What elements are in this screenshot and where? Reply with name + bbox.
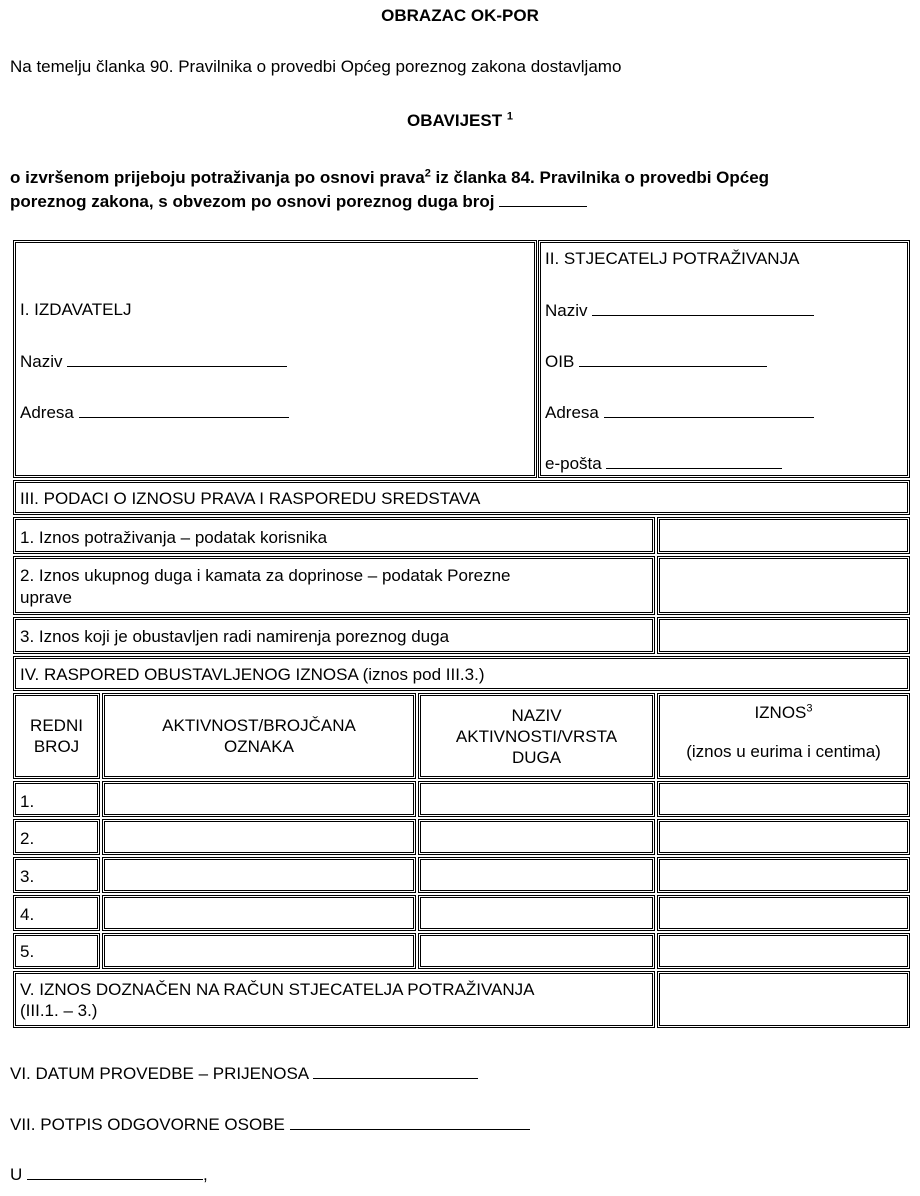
col-iznos-line1: IZNOS [754, 703, 807, 722]
acquirer-address-row [545, 401, 814, 423]
section3-row2-line1: 2. Iznos ukupnog duga i kamata za doprinose – podatak Porezne [20, 566, 511, 585]
acquirer-email-field[interactable] [606, 452, 782, 469]
intro-text: Na temelju članka 90. Pravilnika o provedbi Općeg poreznog zakona dostavljamo [10, 57, 622, 76]
place-label: U [10, 1165, 23, 1184]
section5-value-field[interactable] [657, 971, 910, 1028]
section5-label [20, 979, 535, 1021]
col-aktivnost-line1: AKTIVNOST/BROJČANA [162, 716, 356, 735]
acquirer-email-row [545, 452, 782, 474]
acquirer-heading: II. STJECATELJ POTRAŽIVANJA [545, 249, 800, 268]
place-field[interactable] [27, 1163, 203, 1180]
subtitle-line2: poreznog zakona, s obvezom po osnovi poreznog duga broj [10, 192, 495, 211]
section3-row2-line2: uprave [20, 588, 72, 607]
section6-label: VI. DATUM PROVEDBE – PRIJENOSA [10, 1064, 309, 1083]
footnote-2: 2 [424, 167, 431, 180]
row-aktivnost-field[interactable] [102, 933, 416, 969]
acquirer-address-label: Adresa [545, 403, 599, 422]
notice-title-text: OBAVIJEST [407, 111, 503, 130]
row-iznos-field[interactable] [657, 781, 910, 817]
section7-label: VII. POTPIS ODGOVORNE OSOBE [10, 1115, 285, 1134]
section3-row2-label [20, 565, 511, 609]
subtitle-part1: o izvršenom prijeboju potraživanja po osnovi prava [10, 168, 425, 187]
row-aktivnost-field[interactable] [102, 895, 416, 931]
section3-row3-label: 3. Iznos koji je obustavljen radi namirenja poreznog duga [20, 627, 450, 646]
row-number: 1. [20, 792, 35, 811]
col-aktivnost-line2: OZNAKA [224, 737, 294, 756]
section3-row3-value-field[interactable] [657, 617, 910, 654]
row-iznos-field[interactable] [657, 819, 910, 855]
footnote-1: 1 [506, 110, 513, 123]
row-naziv-field[interactable] [418, 933, 655, 969]
issuer-name-field[interactable] [67, 350, 287, 367]
issuer-address-label: Adresa [20, 403, 74, 422]
acquirer-name-label: Naziv [545, 301, 588, 320]
row-number: 3. [20, 867, 35, 886]
date-field[interactable] [313, 1062, 478, 1079]
col-iznos-header [657, 702, 910, 762]
row-number: 4. [20, 905, 35, 924]
acquirer-address-field[interactable] [604, 401, 814, 418]
debt-number-field[interactable] [499, 190, 587, 207]
section3-row1-label: 1. Iznos potraživanja – podatak korisnika [20, 528, 328, 547]
row-number: 5. [20, 942, 35, 961]
form-code: OBRAZAC OK-POR [381, 6, 539, 25]
col-naziv-line1: NAZIV [511, 706, 562, 725]
acquirer-oib-field[interactable] [579, 350, 767, 367]
section6-row [10, 1062, 478, 1084]
section3-heading: III. PODACI O IZNOSU PRAVA I RASPOREDU SREDSTAVA [20, 489, 481, 508]
row-aktivnost-field[interactable] [102, 781, 416, 817]
acquirer-oib-label: OIB [545, 352, 575, 371]
col-naziv-line2: AKTIVNOSTI/VRSTA [455, 727, 618, 746]
subtitle [10, 166, 920, 214]
subtitle-part2: iz članka 84. Pravilnika o provedbi Općeg [430, 168, 770, 187]
place-suffix: , [203, 1165, 208, 1184]
issuer-name-row [20, 350, 287, 372]
col-naziv-line3: DUGA [511, 748, 562, 767]
col-iznos-line2: (iznos u eurima i centima) [686, 742, 881, 761]
col-naziv-header [418, 705, 655, 768]
issuer-name-label: Naziv [20, 352, 63, 371]
issuer-address-field[interactable] [79, 401, 289, 418]
col-redni-header [13, 715, 100, 757]
row-naziv-field[interactable] [418, 857, 655, 893]
section5-line1: V. IZNOS DOZNAČEN NA RAČUN STJECATELJA POTRAŽIVANJA [20, 980, 535, 999]
footnote-3: 3 [806, 702, 813, 715]
col-redni-line1: REDNI [30, 716, 83, 735]
col-aktivnost-header [102, 715, 416, 757]
row-aktivnost-field[interactable] [102, 857, 416, 893]
signature-field[interactable] [290, 1113, 530, 1130]
col-redni-line2: BROJ [33, 737, 80, 756]
row-naziv-field[interactable] [418, 895, 655, 931]
row-naziv-field[interactable] [418, 781, 655, 817]
section5-line2: (III.1. – 3.) [20, 1001, 98, 1020]
acquirer-oib-row [545, 350, 767, 372]
row-aktivnost-field[interactable] [102, 819, 416, 855]
row-naziv-field[interactable] [418, 819, 655, 855]
acquirer-name-row [545, 299, 814, 321]
row-iznos-field[interactable] [657, 857, 910, 893]
issuer-heading: I. IZDAVATELJ [20, 300, 132, 319]
place-row [10, 1163, 208, 1185]
section3-row1-value-field[interactable] [657, 517, 910, 554]
section4-heading: IV. RASPORED OBUSTAVLJENOG IZNOSA (iznos pod III.3.) [20, 665, 485, 684]
acquirer-name-field[interactable] [592, 299, 814, 316]
row-iznos-field[interactable] [657, 933, 910, 969]
issuer-address-row [20, 401, 289, 423]
notice-title [0, 111, 920, 131]
row-iznos-field[interactable] [657, 895, 910, 931]
section3-row2-value-field[interactable] [657, 556, 910, 615]
section7-row [10, 1113, 530, 1135]
acquirer-email-label: e-pošta [545, 454, 602, 473]
row-number: 2. [20, 829, 35, 848]
